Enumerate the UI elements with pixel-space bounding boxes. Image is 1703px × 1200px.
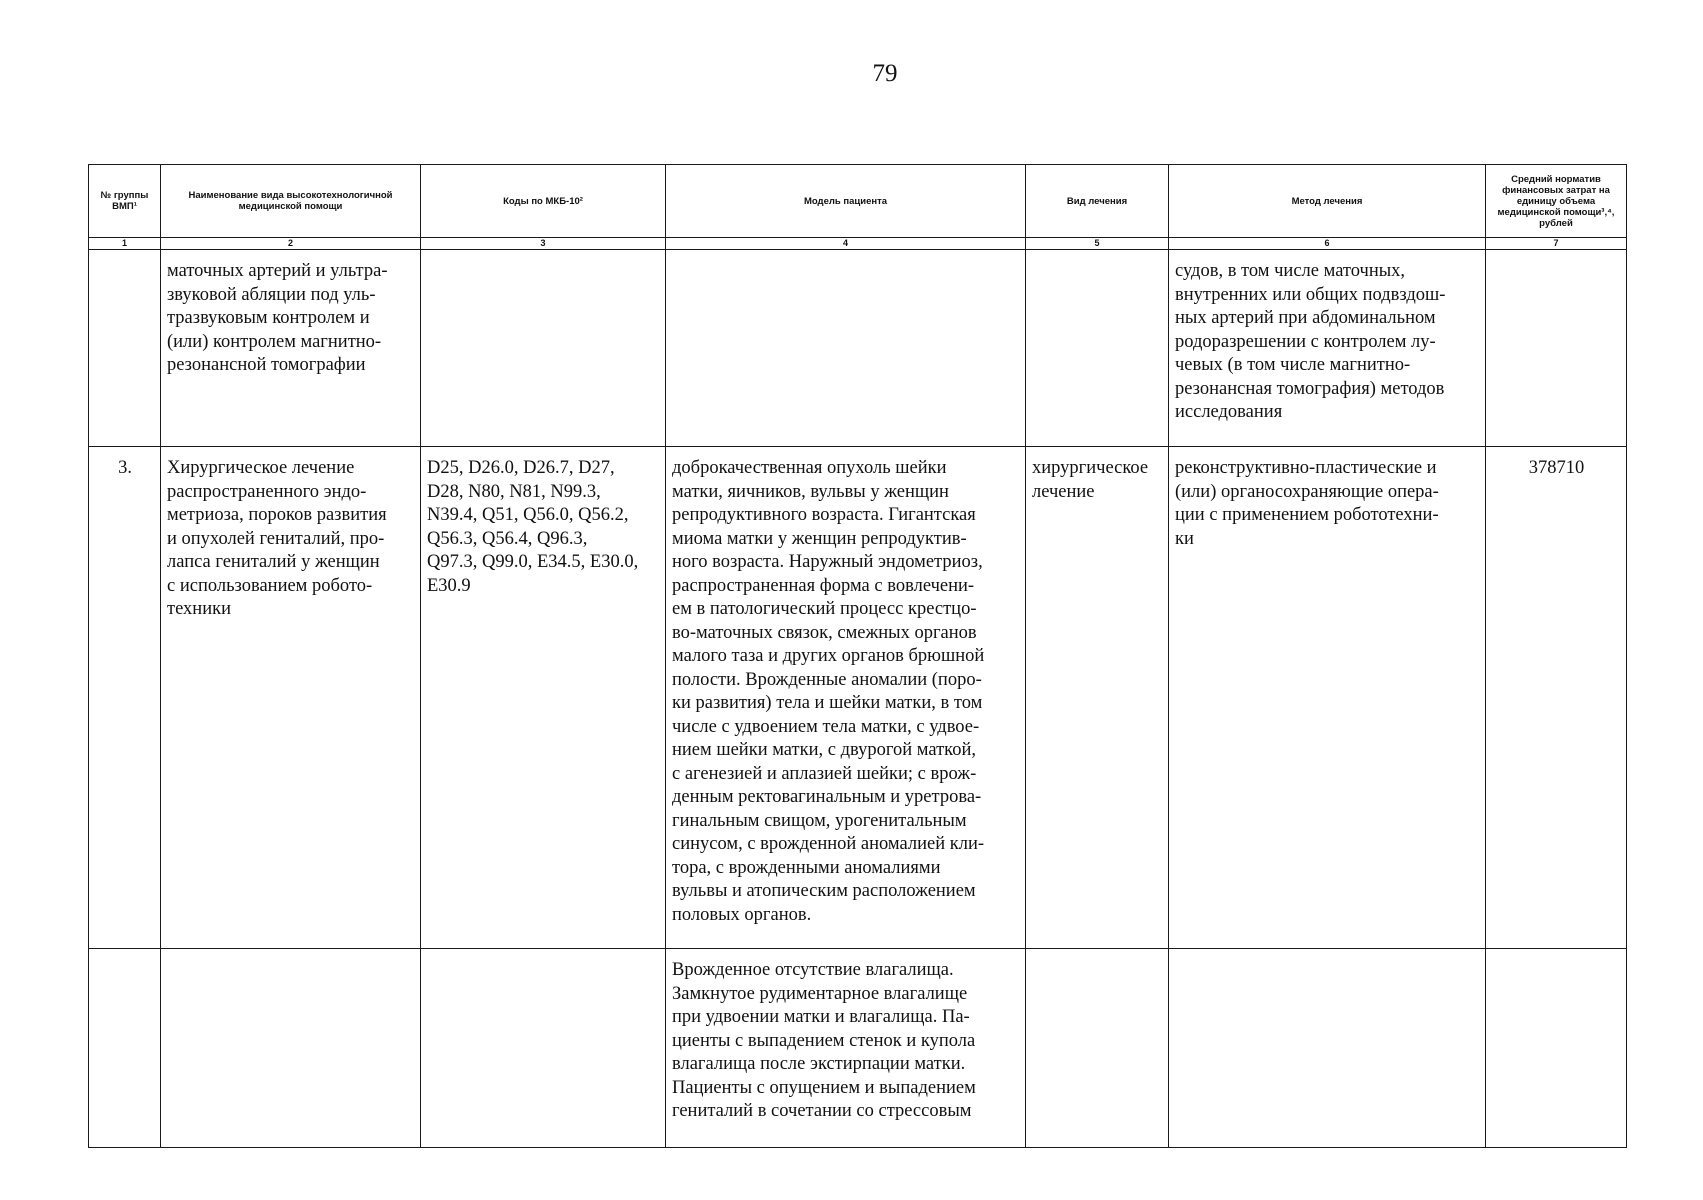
cell-text-line: D28, N80, N81, N99.3, — [427, 481, 601, 502]
cell-text-line: судов, в том числе маточных, — [1175, 261, 1406, 281]
cell-text-line: числе с удвоением тела матки, с удвое- — [672, 716, 980, 737]
cell-text-line: нием шейки матки, с двурогой маткой, — [672, 740, 976, 760]
treatment-cell — [1026, 949, 1169, 1148]
cell-text-line: репродуктивного возраста. Гигантская — [672, 505, 976, 525]
cell-text-line: чевых (в том числе магнитно- — [1175, 355, 1411, 375]
method-cell — [1169, 949, 1486, 1148]
group-cell — [89, 250, 161, 447]
method-cell — [1169, 250, 1486, 447]
model-cell — [666, 447, 1026, 949]
column-number: 2 — [161, 238, 421, 250]
cell-text-line: ем в патологический процесс крестцо- — [672, 599, 977, 619]
cell-text-line: ных артерий при абдоминальном — [1175, 308, 1436, 328]
cell-text-line: при удвоении матки и влагалища. Па- — [672, 1007, 970, 1027]
table-row — [89, 949, 1627, 1148]
cell-text-line: ции с применением робототехни- — [1175, 505, 1439, 525]
cell-text-line: лечение — [1032, 481, 1095, 502]
cost-cell: 378710 — [1486, 447, 1627, 949]
cell-text-line: (или) органосохраняющие опера- — [1175, 481, 1439, 502]
model-cell — [666, 250, 1026, 447]
cell-text-line: половых органов. — [672, 904, 812, 925]
header-cost: Средний норматив финансовых затрат на единицу объема медицинской помощи³,⁴, рублей — [1486, 165, 1627, 238]
cell-text-line: Пациенты с опущением и выпадением — [672, 1077, 976, 1098]
page-number: 79 — [872, 60, 898, 87]
cell-text-line: миома матки у женщин репродуктив- — [672, 528, 967, 549]
cell-text-line: резонансная томография) методов — [1175, 378, 1445, 399]
cell-text-line: метриоза, пороков развития — [167, 505, 387, 525]
method-cell — [1169, 447, 1486, 949]
table-row — [89, 250, 1627, 447]
cell-text-line: ки развития) тела и шейки матки, в том — [672, 693, 983, 713]
cell-text-line: распространенного эндо- — [167, 481, 367, 502]
cell-text-line: D25, D26.0, D26.7, D27, — [427, 458, 615, 478]
header-method: Метод лечения — [1169, 165, 1486, 238]
cell-text-line: и опухолей гениталий, про- — [167, 528, 385, 549]
column-number-row — [89, 238, 1627, 250]
cell-text-line: E30.9 — [427, 575, 471, 596]
vmp-table — [88, 164, 1627, 1148]
cell-text-line: с агенезией и аплазией шейки; с врож- — [672, 763, 977, 784]
header-group: № группы ВМП¹ — [89, 165, 161, 238]
cell-text-line: матки, яичников, вульвы у женщин — [672, 481, 949, 502]
header-treatment: Вид лечения — [1026, 165, 1169, 238]
cell-text-line: распространенная форма с вовлечени- — [672, 575, 975, 596]
model-cell — [666, 949, 1026, 1148]
codes-cell — [421, 447, 666, 949]
group-cell — [89, 949, 161, 1148]
table-row — [89, 447, 1627, 949]
header-codes: Коды по МКБ-10² — [421, 165, 666, 238]
cell-text-line: маточных артерий и ультра- — [167, 261, 388, 281]
cell-text-line: Врожденное отсутствие влагалища. — [672, 960, 954, 980]
column-number: 5 — [1026, 238, 1169, 250]
codes-cell — [421, 250, 666, 447]
cell-text-line: доброкачественная опухоль шейки — [672, 458, 947, 478]
cost-cell — [1486, 250, 1627, 447]
column-number: 6 — [1169, 238, 1486, 250]
header-name: Наименование вида высокотехнологичной медицинской помощи — [161, 165, 421, 238]
column-number: 7 — [1486, 238, 1627, 250]
cell-text-line: гениталий в сочетании со стрессовым — [672, 1101, 972, 1121]
cell-text-line: Q97.3, Q99.0, E34.5, E30.0, — [427, 552, 639, 572]
cell-text-line: синусом, с врожденной аномалией кли- — [672, 834, 985, 854]
cell-text-line: родоразрешении с контролем лу- — [1175, 331, 1436, 352]
cell-text-line: с использованием робото- — [167, 575, 373, 596]
cell-text-line: техники — [167, 599, 231, 619]
name-cell — [161, 447, 421, 949]
cell-text-line: тора, с врожденными аномалиями — [672, 857, 941, 878]
cell-text-line: малого таза и других органов брюшной — [672, 646, 985, 666]
cell-text-line: N39.4, Q51, Q56.0, Q56.2, — [427, 505, 629, 525]
header-row — [89, 165, 1627, 238]
cell-text-line: Q56.3, Q56.4, Q96.3, — [427, 528, 588, 549]
cell-text-line: ного возраста. Наружный эндометриоз, — [672, 552, 983, 572]
column-number: 4 — [666, 238, 1026, 250]
name-cell — [161, 250, 421, 447]
cell-text-line: звуковой абляции под уль- — [167, 284, 376, 305]
codes-cell — [421, 949, 666, 1148]
cell-text-line: во-маточных связок, смежных органов — [672, 622, 977, 643]
treatment-cell — [1026, 447, 1169, 949]
cell-text-line: ки — [1175, 528, 1194, 549]
cell-text-line: влагалища после экстирпации матки. — [672, 1054, 966, 1074]
cell-text-line: внутренних или общих подвздош- — [1175, 284, 1446, 305]
cell-text-line: (или) контролем магнитно- — [167, 331, 382, 352]
group-cell: 3. — [89, 447, 161, 949]
treatment-cell — [1026, 250, 1169, 447]
cell-text-line: исследования — [1175, 402, 1283, 422]
cell-text-line: гинальным свищом, урогенитальным — [672, 810, 967, 831]
cell-text-line: полости. Врожденные аномалии (поро- — [672, 669, 982, 690]
cell-text-line: циенты с выпадением стенок и купола — [672, 1030, 976, 1051]
cell-text-line: тразвуковым контролем и — [167, 308, 370, 328]
cell-text-line: реконструктивно-пластические и — [1175, 458, 1437, 478]
cell-text-line: резонансной томографии — [167, 355, 366, 375]
cell-text-line: лапса гениталий у женщин — [167, 552, 380, 572]
cell-text-line: денным ректовагинальным и уретрова- — [672, 787, 982, 807]
column-number: 1 — [89, 238, 161, 250]
cell-text-line: Хирургическое лечение — [167, 458, 355, 478]
cell-text-line: Замкнутое рудиментарное влагалище — [672, 983, 968, 1004]
header-model: Модель пациента — [666, 165, 1026, 238]
cell-text-line: вульвы и атопическим расположением — [672, 881, 976, 901]
column-number: 3 — [421, 238, 666, 250]
cost-cell — [1486, 949, 1627, 1148]
cell-text-line: хирургическое — [1032, 458, 1149, 478]
name-cell — [161, 949, 421, 1148]
